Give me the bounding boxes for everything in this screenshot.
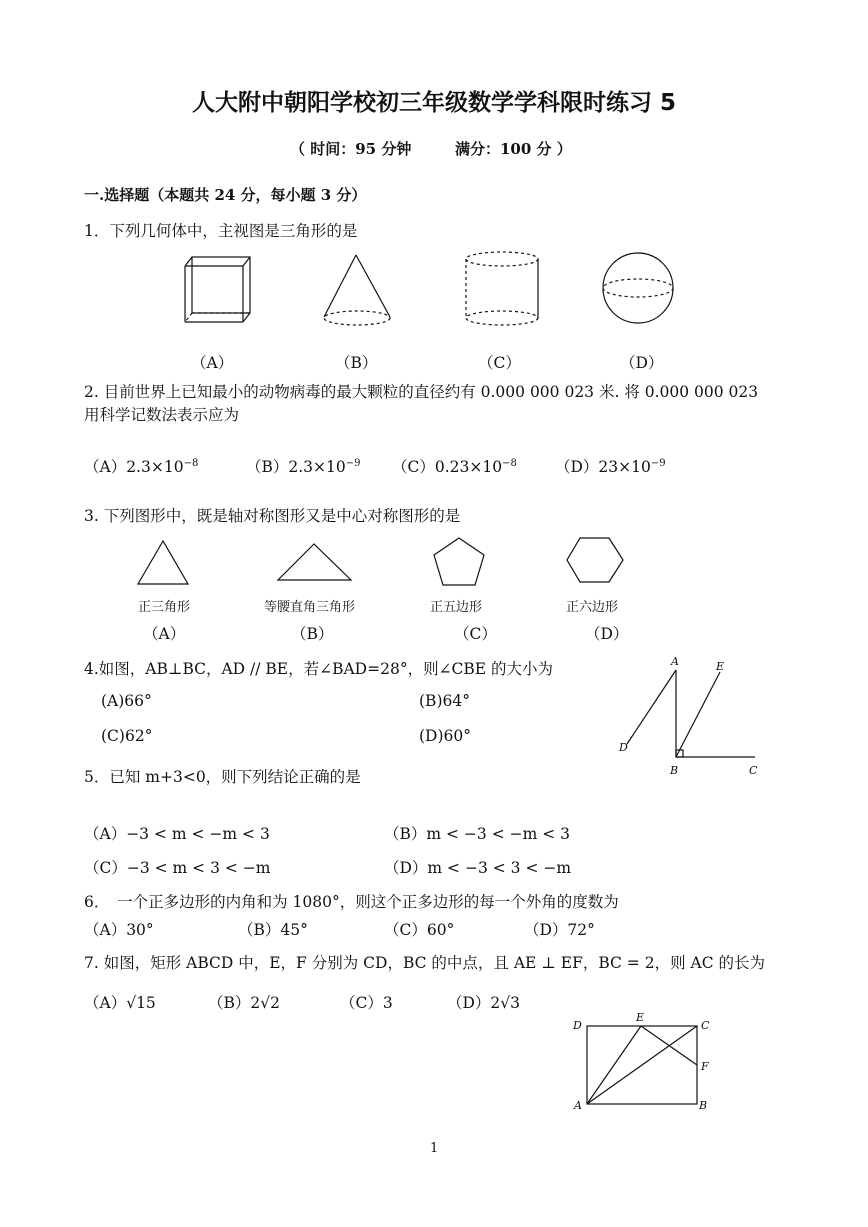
time-limit: （ 时间：95 分钟	[290, 140, 412, 158]
q6-option-c[interactable]: （C）60°	[384, 921, 455, 939]
question-2-stem-line1: 2. 目前世界上已知最小的动物病毒的最大颗粒的直径约有 0.000 000 023 米. 将 0.000 000 023	[84, 383, 759, 401]
q5-option-a[interactable]: （A）−3 < m < −m < 3	[84, 825, 270, 843]
q3-option-d[interactable]: （D）	[585, 625, 629, 643]
q7-label-a: A	[574, 1099, 582, 1112]
q3-shape-name-c: 正五边形	[430, 600, 483, 615]
q2-option-a[interactable]: $(A)2.3\times 10^{-8}$	[84, 457, 199, 476]
q3-option-c[interactable]: （C）	[454, 625, 497, 643]
q3-shape-name-d: 正六边形	[566, 600, 619, 615]
page-number: 1	[430, 1141, 439, 1156]
q3-regular-hexagon	[565, 534, 627, 586]
q1-cube-figure	[180, 252, 255, 327]
q6-option-a[interactable]: （A）30°	[84, 921, 154, 939]
page-title: 人大附中朝阳学校初三年级数学学科限时练习 5	[192, 90, 677, 116]
q7-label-f: F	[701, 1060, 709, 1073]
question-6-stem: 6． 一个正多边形的内角和为 1080°，则这个正多边形的每一个外角的度数为	[84, 893, 619, 911]
q7-label-b: B	[699, 1099, 708, 1112]
q3-shape-name-a: 正三角形	[138, 600, 191, 615]
q4-option-d[interactable]: (D)60°	[419, 727, 471, 745]
full-score: 满分：100 分 ）	[455, 140, 572, 158]
question-1-stem: 1．下列几何体中，主视图是三角形的是	[84, 222, 358, 240]
q5-option-d[interactable]: （D）m < −3 < 3 < −m	[384, 859, 572, 877]
q4-label-c: C	[749, 764, 758, 777]
q4-label-e: E	[716, 660, 725, 673]
q2-option-c[interactable]: $(C)0.23\times 10^{-8}$	[392, 457, 517, 476]
q6-option-b[interactable]: （B）45°	[238, 921, 308, 939]
q1-option-b[interactable]: （B）	[335, 354, 378, 372]
q7-label-d: D	[573, 1019, 582, 1032]
q1-cone-figure	[318, 250, 398, 330]
q1-cylinder-figure	[460, 250, 545, 332]
q7-rectangle-figure	[570, 1012, 720, 1117]
q7-option-a[interactable]: （A）√15	[84, 994, 156, 1012]
q1-option-c[interactable]: （C）	[478, 354, 521, 372]
q7-label-e: E	[636, 1011, 645, 1024]
q5-option-b[interactable]: （B）m < −3 < −m < 3	[384, 825, 571, 843]
q3-option-a[interactable]: （A）	[143, 625, 186, 643]
question-3-stem: 3. 下列图形中，既是轴对称图形又是中心对称图形的是	[84, 507, 461, 525]
question-7-stem: 7. 如图，矩形 ABCD 中，E，F 分别为 CD，BC 的中点，且 AE ⊥ EF，BC = 2，则 AC 的长为	[84, 954, 765, 972]
q7-option-b[interactable]: （B）2√2	[208, 994, 280, 1012]
q2-option-b[interactable]: $(B)2.3\times 10^{-9}$	[246, 457, 361, 476]
question-5-stem: 5．已知 m+3<0，则下列结论正确的是	[84, 768, 361, 786]
q6-option-d[interactable]: （D）72°	[524, 921, 595, 939]
question-4-stem: 4.如图，AB⊥BC，AD // BE，若∠BAD=28°，则∠CBE 的大小为	[84, 660, 554, 678]
q1-option-a[interactable]: （A）	[191, 354, 234, 372]
q4-option-a[interactable]: (A)66°	[101, 692, 152, 710]
q3-regular-pentagon	[430, 534, 490, 590]
section-heading: 一.选择题（本题共 24 分，每小题 3 分）	[84, 186, 367, 204]
q4-label-b: B	[670, 764, 679, 777]
q4-option-b[interactable]: (B)64°	[419, 692, 470, 710]
q4-angle-figure	[615, 652, 765, 782]
q4-option-c[interactable]: (C)62°	[101, 727, 153, 745]
q4-label-d: D	[619, 741, 628, 754]
q3-equilateral-triangle	[135, 536, 195, 588]
q3-shape-name-b: 等腰直角三角形	[264, 600, 356, 615]
q3-isosceles-right-triangle	[274, 540, 356, 584]
q4-label-a: A	[671, 655, 679, 668]
q1-sphere-figure	[600, 250, 680, 330]
q7-option-c[interactable]: （C）3	[340, 994, 393, 1012]
q1-option-d[interactable]: （D）	[620, 354, 664, 372]
q7-label-c: C	[701, 1019, 710, 1032]
q2-option-d[interactable]: $(D)23\times 10^{-9}$	[555, 457, 666, 476]
q3-option-b[interactable]: （B）	[291, 625, 334, 643]
question-2-stem-line2: 用科学记数法表示应为	[84, 406, 240, 424]
q5-option-c[interactable]: （C）−3 < m < 3 < −m	[84, 859, 271, 877]
q7-option-d[interactable]: （D）2√3	[447, 994, 521, 1012]
